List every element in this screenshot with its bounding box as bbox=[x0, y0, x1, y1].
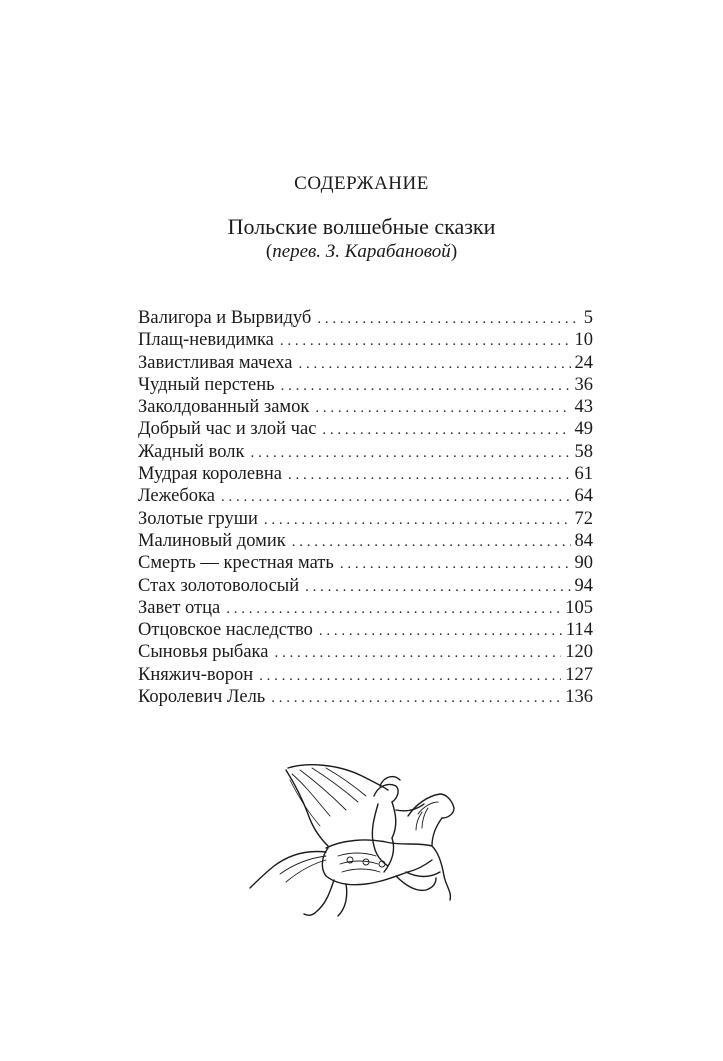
toc-entry-title: Отцовское наследство bbox=[138, 620, 313, 641]
toc-leader bbox=[280, 330, 571, 352]
toc-entry-page: 127 bbox=[565, 664, 593, 685]
toc-entry-page: 43 bbox=[574, 397, 593, 418]
toc-entry-page: 114 bbox=[565, 620, 593, 641]
toc-entry-title: Княжич-ворон bbox=[138, 664, 254, 685]
toc-entry[interactable] bbox=[138, 575, 593, 597]
horseman-illustration bbox=[246, 756, 462, 926]
toc-entry-title: Завистливая мачеха bbox=[138, 352, 293, 373]
table-of-contents bbox=[138, 307, 593, 708]
toc-leader bbox=[322, 419, 570, 441]
toc-entry[interactable] bbox=[138, 641, 593, 663]
toc-leader bbox=[226, 598, 561, 620]
toc-entry-title: Королевич Лель bbox=[138, 687, 266, 708]
toc-entry-page: 136 bbox=[565, 687, 593, 708]
toc-entry[interactable] bbox=[138, 441, 593, 463]
toc-entry-title: Лежебока bbox=[138, 486, 215, 507]
toc-entry-page: 49 bbox=[574, 419, 593, 440]
toc-entry-page: 120 bbox=[565, 642, 593, 663]
toc-leader bbox=[292, 531, 571, 553]
toc-entry-title: Малиновый домик bbox=[138, 530, 286, 551]
toc-entry[interactable] bbox=[138, 664, 593, 686]
toc-entry-title: Стах золотоволосый bbox=[138, 575, 300, 596]
toc-entry-title: Чудный перстень bbox=[138, 374, 275, 395]
toc-leader bbox=[305, 576, 570, 598]
toc-entry[interactable] bbox=[138, 508, 593, 530]
toc-entry-page: 36 bbox=[574, 374, 593, 395]
toc-leader bbox=[259, 665, 561, 687]
toc-entry[interactable] bbox=[138, 463, 593, 485]
toc-entry-title: Жадный волк bbox=[138, 441, 245, 462]
toc-entry-title: Заколдованный замок bbox=[138, 397, 310, 418]
toc-entry-title: Золотые груши bbox=[138, 508, 258, 529]
toc-leader bbox=[250, 442, 570, 464]
toc-leader bbox=[271, 687, 561, 709]
toc-entry[interactable] bbox=[138, 396, 593, 418]
toc-entry[interactable] bbox=[138, 597, 593, 619]
toc-entry-page: 10 bbox=[574, 330, 593, 351]
toc-entry[interactable] bbox=[138, 418, 593, 440]
toc-leader bbox=[221, 486, 571, 508]
toc-entry-page: 90 bbox=[574, 553, 593, 574]
toc-entry[interactable] bbox=[138, 307, 593, 329]
toc-leader bbox=[281, 375, 571, 397]
translator-name: перев. З. Карабановой bbox=[272, 241, 451, 262]
translator-paren-open: ( bbox=[265, 241, 273, 262]
section-title: Польские волшебные сказки bbox=[227, 214, 496, 239]
toc-leader bbox=[317, 308, 579, 330]
toc-entry[interactable] bbox=[138, 329, 593, 351]
toc-entry-title: Мудрая королевна bbox=[138, 464, 282, 485]
toc-entry[interactable] bbox=[138, 552, 593, 574]
toc-leader bbox=[315, 397, 570, 419]
toc-leader bbox=[264, 509, 571, 531]
toc-entry[interactable] bbox=[138, 686, 593, 708]
toc-leader bbox=[319, 620, 562, 642]
toc-entry-page: 84 bbox=[574, 530, 593, 551]
toc-entry-title: Плащ-невидимка bbox=[138, 330, 274, 351]
toc-leader bbox=[288, 464, 571, 486]
toc-entry-title: Сыновья рыбака bbox=[138, 642, 269, 663]
toc-entry-page: 24 bbox=[574, 352, 593, 373]
toc-entry-title: Завет отца bbox=[138, 597, 221, 618]
toc-entry-page: 61 bbox=[574, 464, 593, 485]
toc-entry-page: 58 bbox=[574, 441, 593, 462]
toc-leader bbox=[340, 553, 571, 575]
toc-entry-page: 5 bbox=[583, 308, 593, 328]
toc-entry-page: 105 bbox=[565, 597, 593, 618]
page-title: СОДЕРЖАНИЕ bbox=[294, 173, 429, 194]
toc-entry[interactable] bbox=[138, 352, 593, 374]
toc-leader bbox=[274, 642, 561, 664]
toc-entry[interactable] bbox=[138, 374, 593, 396]
toc-entry-title: Смерть — крестная мать bbox=[138, 553, 334, 574]
toc-entry[interactable] bbox=[138, 485, 593, 507]
translator-paren-close: ) bbox=[450, 241, 458, 262]
toc-entry-page: 72 bbox=[574, 508, 593, 529]
toc-entry[interactable] bbox=[138, 530, 593, 552]
toc-entry-page: 64 bbox=[574, 486, 593, 507]
translator-credit bbox=[0, 241, 723, 263]
toc-entry-page: 94 bbox=[574, 575, 593, 596]
toc-entry[interactable] bbox=[138, 619, 593, 641]
toc-entry-title: Добрый час и злой час bbox=[138, 419, 317, 440]
toc-entry-title: Валигора и Вырвидуб bbox=[138, 308, 312, 328]
toc-leader bbox=[298, 353, 570, 375]
